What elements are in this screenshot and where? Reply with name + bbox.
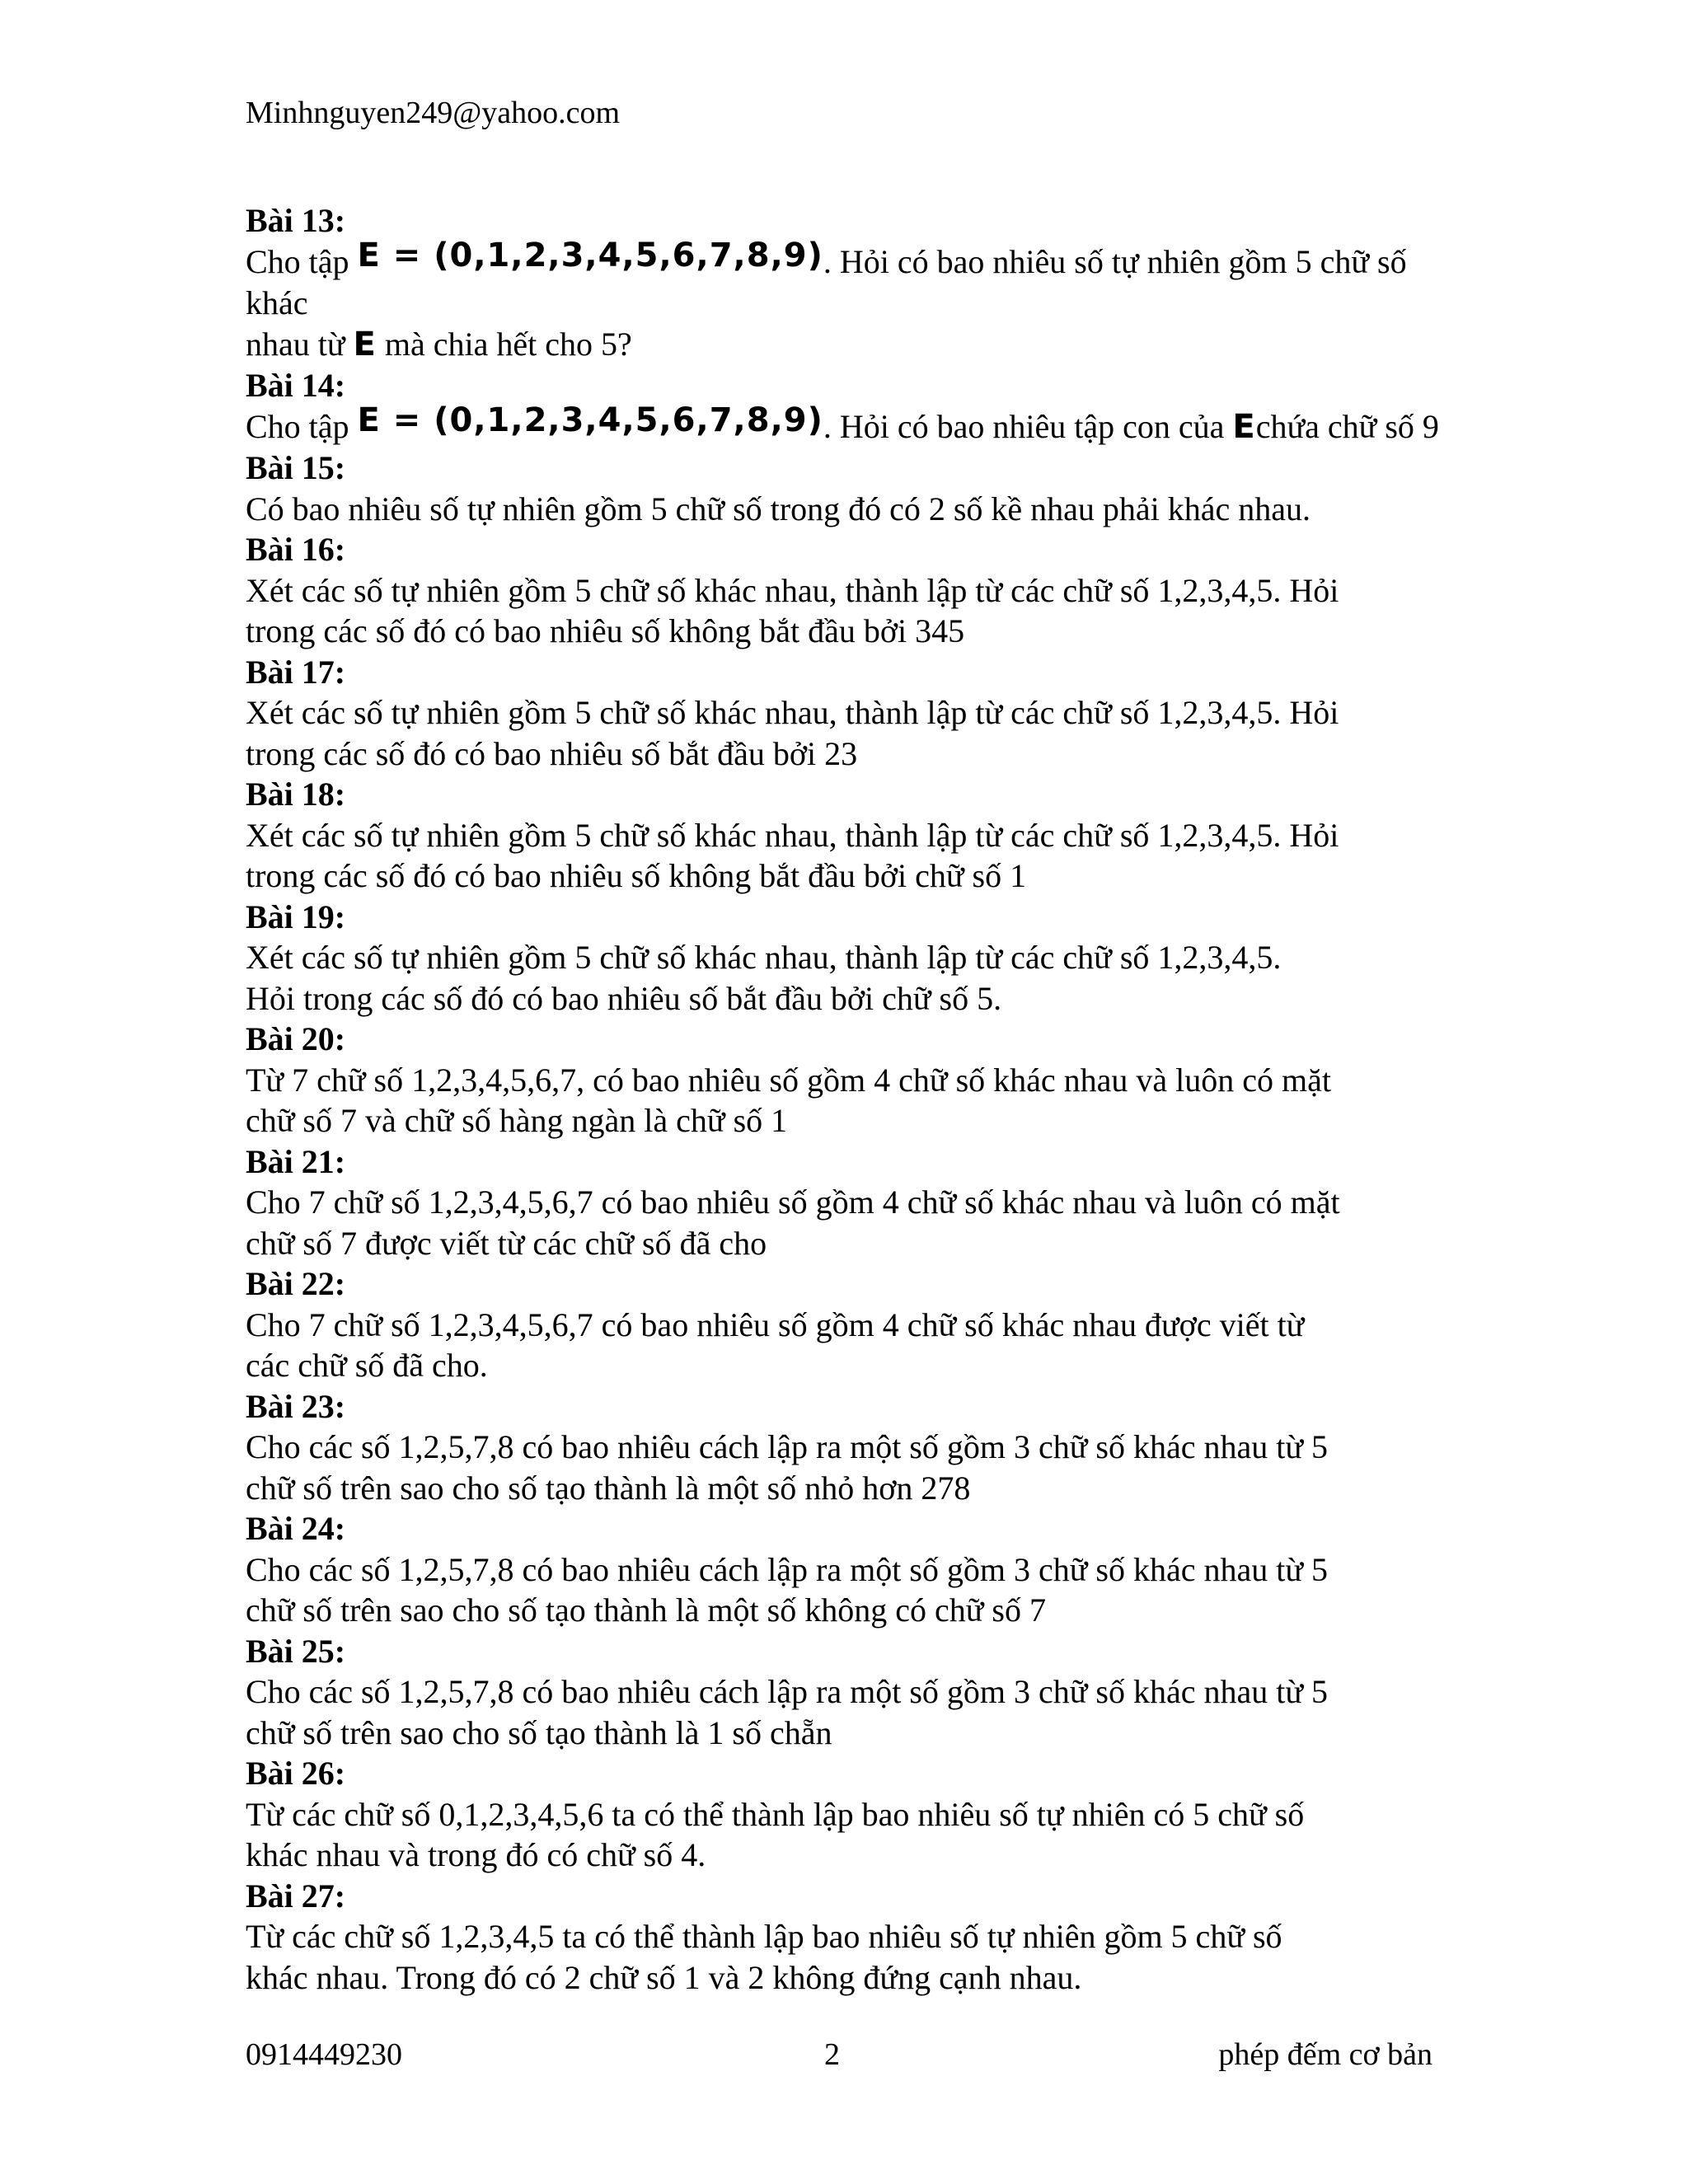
problem-title: Bài 25:	[246, 1632, 346, 1670]
problem-title: Bài 23:	[246, 1387, 346, 1425]
text-segment: mà chia hết cho 5?	[376, 325, 632, 363]
problem-text: Cho các số 1,2,5,7,8 có bao nhiêu cách lập ra một số gồm 3 chữ số khác nhau từ 5	[246, 1428, 1329, 1465]
problem-text: Hỏi trong các số đó có bao nhiêu số bắt đầu bởi chữ số 5.	[246, 979, 1002, 1017]
footer-topic: phép đếm cơ bản	[1218, 2037, 1432, 2072]
problem-text: Xét các số tự nhiên gồm 5 chữ số khác nhau, thành lập từ các chữ số 1,2,3,4,5. Hỏi	[246, 816, 1339, 854]
problem-title: Bài 21:	[246, 1142, 346, 1180]
problem-text: Từ các chữ số 0,1,2,3,4,5,6 ta có thể thành lập bao nhiêu số tự nhiên có 5 chữ số	[246, 1795, 1305, 1833]
problem-text: Có bao nhiêu số tự nhiên gồm 5 chữ số trong đó có 2 số kề nhau phải khác nhau.	[246, 490, 1311, 527]
problem-text: các chữ số đã cho.	[246, 1347, 488, 1384]
set-e-formula: E = (0,1,2,3,4,5,6,7,8,9)	[357, 401, 823, 439]
problem-text: trong các số đó có bao nhiêu số bắt đầu bởi 23	[246, 734, 858, 772]
problem-list	[246, 200, 1449, 1998]
footer-phone: 0914449230	[246, 2037, 402, 2072]
problem-title: Bài 26:	[246, 1755, 346, 1792]
problem-text: chữ số trên sao cho số tạo thành là một số không có chữ số 7	[246, 1591, 1046, 1629]
problem-text: Từ các chữ số 1,2,3,4,5 ta có thể thành lập bao nhiêu số tự nhiên gồm 5 chữ số	[246, 1918, 1282, 1955]
text-segment: chứa chữ số 9	[1255, 407, 1439, 445]
set-e-formula: E = (0,1,2,3,4,5,6,7,8,9)	[357, 236, 823, 274]
set-e-symbol: E	[353, 325, 377, 363]
problem-title: Bài 27:	[246, 1877, 346, 1915]
text-segment: nhau từ	[246, 325, 354, 363]
problem-text: chữ số trên sao cho số tạo thành là một số nhỏ hơn 278	[246, 1469, 971, 1507]
problem-text: chữ số trên sao cho số tạo thành là 1 số chẵn	[246, 1713, 832, 1751]
header-email: Minhnguyen249@yahoo.com	[246, 96, 620, 130]
problem-title: Bài 22:	[246, 1265, 346, 1302]
problem-title: Bài 16:	[246, 531, 346, 568]
problem-text: trong các số đó có bao nhiêu số không bắt đầu bởi chữ số 1	[246, 857, 1027, 894]
problem-title: Bài 20:	[246, 1020, 346, 1057]
problem-text: Cho 7 chữ số 1,2,3,4,5,6,7 có bao nhiêu số gồm 4 chữ số khác nhau được viết từ	[246, 1305, 1305, 1343]
problem-text	[246, 236, 1449, 324]
problem-text: Xét các số tự nhiên gồm 5 chữ số khác nhau, thành lập từ các chữ số 1,2,3,4,5.	[246, 939, 1282, 976]
problem-title: Bài 14:	[246, 367, 346, 404]
problem-text: khác nhau. Trong đó có 2 chữ số 1 và 2 không đứng cạnh nhau.	[246, 1958, 1082, 1996]
problem-text: chữ số 7 được viết từ các chữ số đã cho	[246, 1224, 767, 1262]
problem-text: Cho 7 chữ số 1,2,3,4,5,6,7 có bao nhiêu số gồm 4 chữ số khác nhau và luôn có mặt	[246, 1183, 1340, 1221]
text-segment: Cho tập	[246, 242, 358, 280]
problem-text: chữ số 7 và chữ số hàng ngàn là chữ số 1	[246, 1102, 788, 1139]
problem-text	[246, 401, 1449, 448]
text-segment: Cho tập	[246, 407, 358, 445]
problem-title: Bài 19:	[246, 898, 346, 935]
problem-text: khác nhau và trong đó có chữ số 4.	[246, 1836, 706, 1873]
problem-title: Bài 13:	[246, 202, 346, 239]
problem-text: Cho các số 1,2,5,7,8 có bao nhiêu cách lập ra một số gồm 3 chữ số khác nhau từ 5	[246, 1673, 1329, 1710]
problem-title: Bài 18:	[246, 776, 346, 813]
problem-title: Bài 24:	[246, 1510, 346, 1547]
set-e-symbol: E	[1232, 407, 1256, 446]
problem-text: Từ 7 chữ số 1,2,3,4,5,6,7, có bao nhiêu số gồm 4 chữ số khác nhau và luôn có mặt	[246, 1061, 1332, 1099]
problem-text	[246, 324, 1449, 366]
text-segment: . Hỏi có bao nhiêu số tự nhiên gồm 5 chữ số khác	[246, 242, 1407, 321]
problem-text: Xét các số tự nhiên gồm 5 chữ số khác nhau, thành lập từ các chữ số 1,2,3,4,5. Hỏi	[246, 571, 1339, 609]
problem-title: Bài 15:	[246, 449, 346, 486]
problem-text: Cho các số 1,2,5,7,8 có bao nhiêu cách lập ra một số gồm 3 chữ số khác nhau từ 5	[246, 1550, 1329, 1588]
problem-text: trong các số đó có bao nhiêu số không bắt đầu bởi 345	[246, 612, 965, 649]
text-segment: . Hỏi có bao nhiêu tập con của	[823, 407, 1233, 445]
problem-title: Bài 17:	[246, 653, 346, 691]
footer-page-number: 2	[824, 2037, 840, 2072]
problem-text: Xét các số tự nhiên gồm 5 chữ số khác nhau, thành lập từ các chữ số 1,2,3,4,5. Hỏi	[246, 694, 1339, 731]
